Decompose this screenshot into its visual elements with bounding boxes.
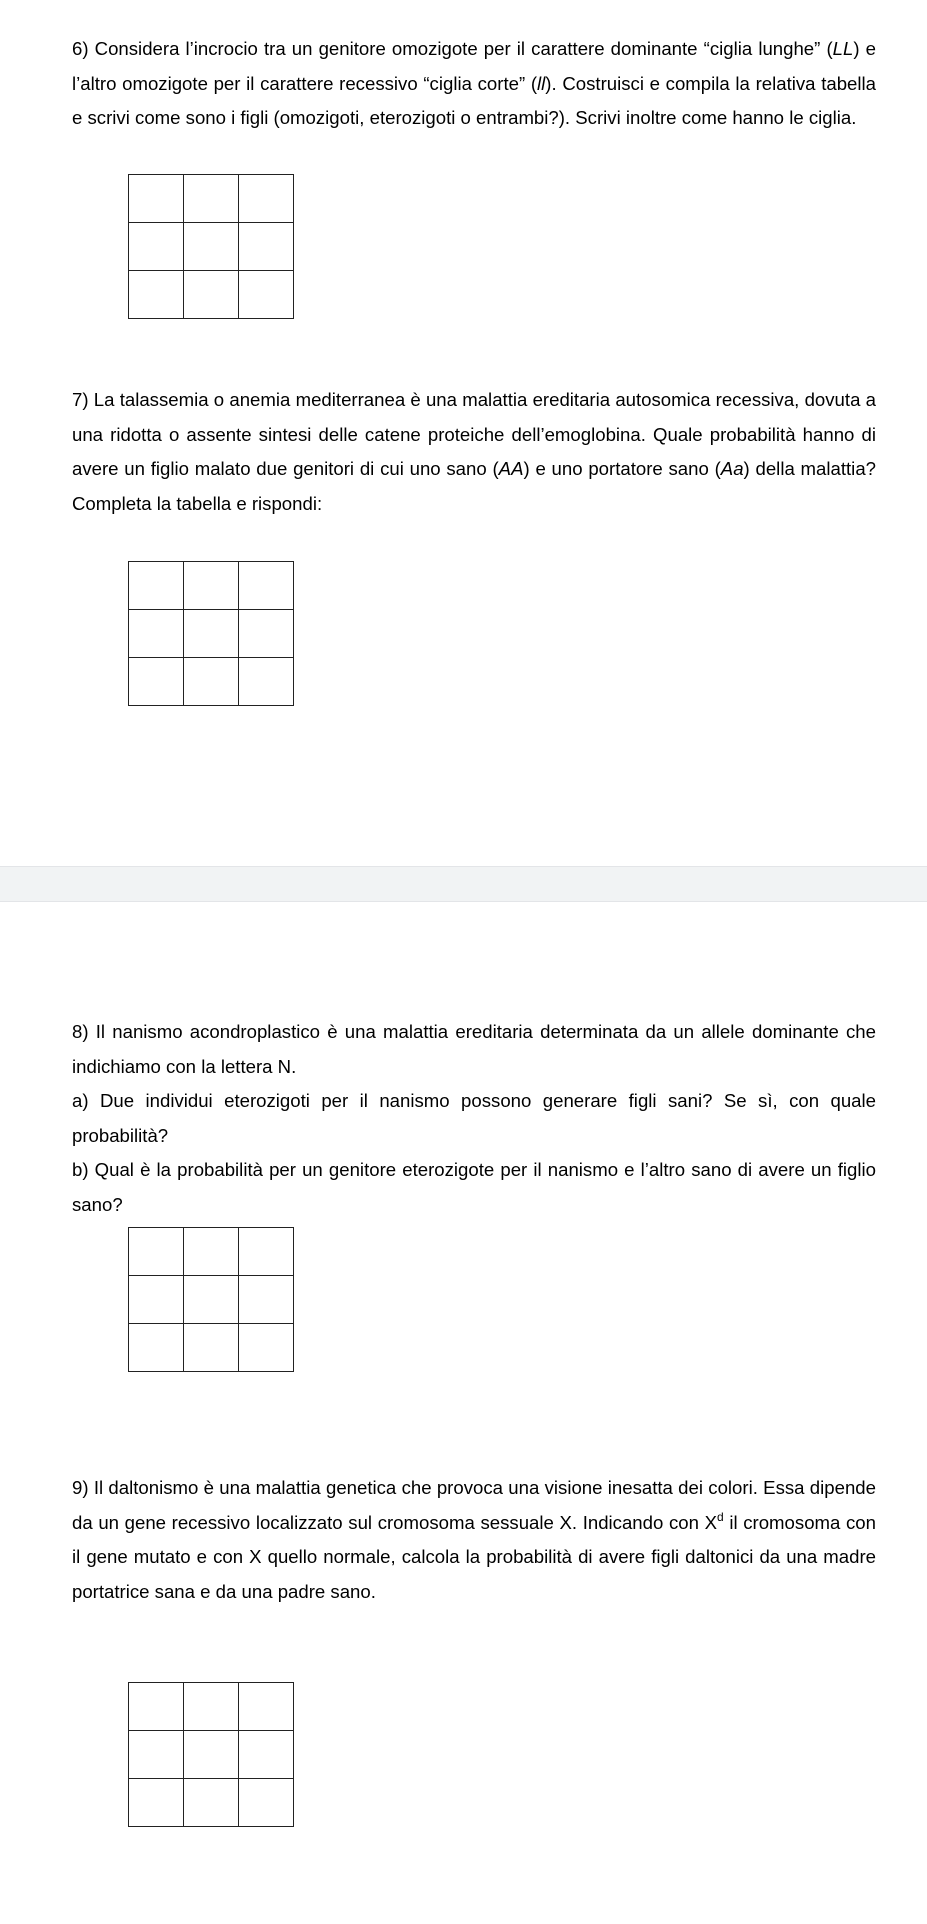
punnett-table-9: [128, 1682, 294, 1827]
question-8-intro: 8) Il nanismo acondroplastico è una malattia ereditaria determinata da un allele dominante che indichiamo con la lettera N.: [72, 1021, 876, 1077]
table-row: [129, 1228, 294, 1276]
table-cell: [239, 175, 294, 223]
table-cell: [239, 562, 294, 610]
table-row: [129, 1683, 294, 1731]
table-cell: [239, 271, 294, 319]
table-cell: [129, 175, 184, 223]
table-cell: [239, 658, 294, 706]
table-cell: [184, 223, 239, 271]
genotype-AA: AA: [498, 458, 524, 479]
table-cell: [129, 1779, 184, 1827]
question-7-text-part: ) e uno portatore sano (: [523, 458, 721, 479]
table-cell: [129, 1731, 184, 1779]
table-cell: [239, 223, 294, 271]
question-9-text: [72, 1471, 876, 1609]
table-cell: [239, 610, 294, 658]
genotype-LL: LL: [832, 38, 854, 59]
table-row: [129, 562, 294, 610]
document-page-1: [0, 0, 927, 866]
table-row: [129, 1324, 294, 1372]
table-cell: [129, 271, 184, 319]
table-row: [129, 1779, 294, 1827]
question-8-part-a: a) Due individui eterozigoti per il nanismo possono generare figli sani? Se sì, con quale probabilità?: [72, 1090, 876, 1146]
table-cell: [184, 562, 239, 610]
punnett-table-6: [128, 174, 294, 319]
question-6-text-part: 6) Considera l’incrocio tra un genitore omozigote per il carattere dominante “ciglia lunghe” (: [72, 38, 833, 59]
table-cell: [184, 658, 239, 706]
table-cell: [129, 658, 184, 706]
document-page-2: [0, 902, 927, 1924]
question-9: [72, 1471, 876, 1609]
table-cell: [239, 1228, 294, 1276]
table-row: [129, 223, 294, 271]
question-7-text-part: 7) La talassemia o anemia mediterranea è una malattia ereditaria autosomica recessiva, dovuta a una ridotta o assente sintesi delle catene proteiche dell’emoglobina. Quale probabilità hanno di avere un figlio malato due genitori di cui uno sano (: [72, 389, 876, 479]
question-6: [72, 32, 876, 136]
table-row: [129, 610, 294, 658]
table-cell: [239, 1276, 294, 1324]
question-7-text: [72, 383, 876, 521]
table-cell: [239, 1324, 294, 1372]
table-cell: [129, 1276, 184, 1324]
question-6-text-part: ). Costruisci e compila la relativa tabella e scrivi come sono i figli (omozigoti, eterozigoti o entrambi?). Scrivi inoltre come hanno le ciglia.: [72, 72, 876, 128]
table-cell: [184, 1228, 239, 1276]
table-cell: [129, 562, 184, 610]
table-cell: [184, 1324, 239, 1372]
question-9-text-part: 9) Il daltonismo è una malattia genetica che provoca una visione inesatta dei colori. Essa dipende da un gene recessivo localizzato sul cromosoma sessuale X. Indicando con X: [72, 1477, 876, 1533]
table-cell: [184, 1779, 239, 1827]
table-row: [129, 658, 294, 706]
question-7: [72, 383, 876, 521]
punnett-table-8: [128, 1227, 294, 1372]
question-6-text-part: ) e l’altro omozigote per il carattere recessivo “ciglia corte” (: [72, 38, 876, 94]
table-row: [129, 1276, 294, 1324]
table-cell: [129, 223, 184, 271]
table-cell: [129, 1228, 184, 1276]
table-cell: [129, 1324, 184, 1372]
question-9-text-part: il cromosoma con il gene mutato e con X quello normale, calcola la probabilità di avere figli daltonici da una madre portatrice sana e da una padre sano.: [72, 1511, 876, 1602]
table-cell: [129, 1683, 184, 1731]
table-cell: [184, 610, 239, 658]
table-cell: [239, 1779, 294, 1827]
table-row: [129, 175, 294, 223]
superscript-d: d: [717, 1509, 724, 1524]
punnett-table-7: [128, 561, 294, 706]
question-8: [72, 1015, 876, 1222]
question-7-text-part: ) della malattia? Completa la tabella e rispondi:: [72, 458, 876, 514]
table-cell: [239, 1683, 294, 1731]
table-cell: [184, 1731, 239, 1779]
question-6-text: [72, 32, 876, 136]
table-cell: [129, 610, 184, 658]
table-cell: [239, 1731, 294, 1779]
table-cell: [184, 175, 239, 223]
table-cell: [184, 1276, 239, 1324]
table-row: [129, 271, 294, 319]
genotype-Aa: Aa: [720, 458, 744, 479]
table-row: [129, 1731, 294, 1779]
question-8-part-b: b) Qual è la probabilità per un genitore eterozigote per il nanismo e l’altro sano di avere un figlio sano?: [72, 1159, 876, 1215]
page-separator: [0, 866, 927, 902]
table-cell: [184, 271, 239, 319]
table-cell: [184, 1683, 239, 1731]
genotype-ll: ll: [537, 72, 546, 94]
